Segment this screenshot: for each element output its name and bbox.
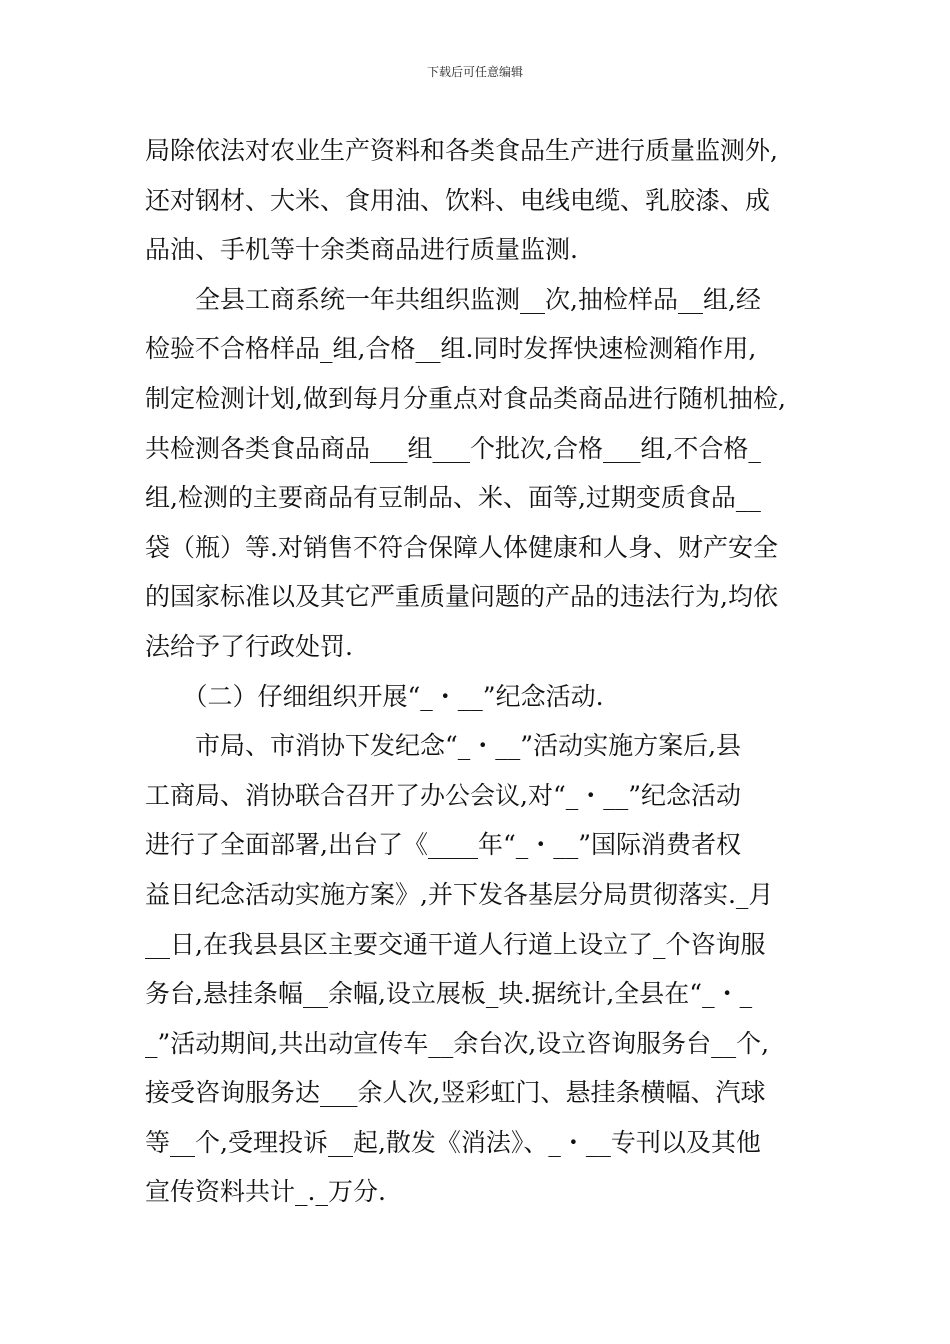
text-line: 组,检测的主要商品有豆制品、米、面等,过期变质食品__: [145, 483, 761, 513]
document-body: [145, 126, 815, 1217]
text-line: 品油、手机等十余类商品进行质量监测.: [145, 235, 578, 265]
text-line: 局除依法对农业生产资料和各类食品生产进行质量监测外,: [145, 136, 778, 165]
text-line: 益日纪念活动实施方案》,并下发各基层分局贯彻落实._月: [145, 879, 774, 909]
text-line: 制定检测计划,做到每月分重点对食品类商品进行随机抽检,: [145, 383, 786, 413]
text-line: 务台,悬挂条幅__余幅,设立展板_块.据统计,全县在“_・_: [145, 979, 753, 1009]
section-heading: （二）仔细组织开展“_・__”纪念活动.: [145, 681, 604, 711]
text-line: __日,在我县县区主要交通干道人行道上设立了_个咨询服: [145, 929, 766, 959]
text-line: _”活动期间,共出动宣传车__余台次,设立咨询服务台__个,: [145, 1028, 770, 1058]
text-line: 的国家标准以及其它严重质量问题的产品的违法行为,均依: [145, 582, 778, 612]
text-line: 市局、市消协下发纪念“_・__”活动实施方案后,县: [145, 731, 742, 761]
text-line: 等__个,受理投诉__起,散发《消法》、_・__专刊以及其他: [145, 1127, 761, 1157]
text-line: 袋（瓶）等.对销售不符合保障人体健康和人身、财产安全: [145, 532, 778, 562]
text-line: 接受咨询服务达___余人次,竖彩虹门、悬挂条横幅、汽球: [145, 1078, 766, 1108]
page-header: 下载后可任意编辑: [426, 65, 523, 79]
text-line: 工商局、消协联合召开了办公会议,对“_・__”纪念活动: [145, 780, 742, 810]
text-line: 检验不合格样品_组,合格__组.同时发挥快速检测箱作用,: [145, 334, 757, 364]
text-line: 还对钢材、大米、食用油、饮料、电线电缆、乳胶漆、成: [145, 185, 771, 215]
text-line: 进行了全面部署,出台了《____年“_・__”国际消费者权: [145, 830, 742, 860]
text-line: 共检测各类食品商品___组___个批次,合格___组,不合格_: [145, 433, 761, 463]
text-line: 全县工商系统一年共组织监测__次,抽检样品__组,经: [145, 284, 761, 314]
text-line: 法给予了行政处罚.: [145, 631, 353, 661]
text-line: 宣传资料共计_._万分.: [145, 1177, 386, 1207]
